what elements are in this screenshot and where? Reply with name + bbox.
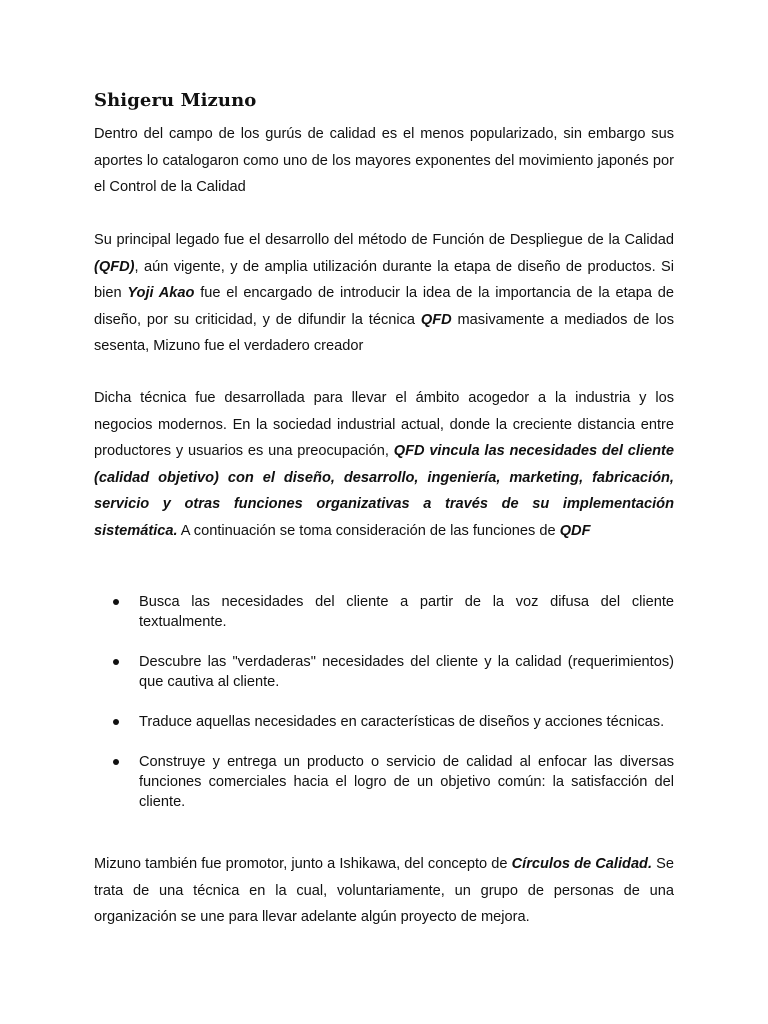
list-item xyxy=(112,712,674,732)
emphasis-yoji-akao: Yoji Akao xyxy=(127,285,195,301)
emphasis-qfd: QFD xyxy=(420,311,452,328)
bullet-icon xyxy=(113,659,119,665)
document-title: Shigeru Mizuno xyxy=(94,90,257,111)
paragraph-text: Dicha técnica fue desarrollada para llevar el ámbito acogedor a la industria y los negocios modernos. En la sociedad industrial actual, donde la creciente distancia entre productores y usuarios es una preocupación, xyxy=(94,390,674,459)
emphasis-circulos-de-calidad: Círculos de Calidad. xyxy=(511,856,653,872)
paragraph-intro: Dentro del campo de los gurús de calidad es el menos popularizado, sin embargo sus aportes lo catalogaron como uno de los mayores exponentes del movimiento japonés por el Control de la Calidad xyxy=(94,126,674,195)
emphasis-qdf: QDF xyxy=(559,522,591,539)
paragraph-text: , aún vigente, y de amplia utilización durante la etapa de diseño de productos. Si bien xyxy=(94,258,674,301)
emphasis-qfd-definition: QFD vincula las necesidades del cliente (calidad objetivo) con el diseño, desarrollo, ingeniería, marketing, fabricación, servicio y otras funciones organizativas a través de su implementación sistemática. xyxy=(94,443,674,539)
paragraph-quality-circles xyxy=(94,851,674,931)
bullet-icon xyxy=(113,759,119,765)
paragraph-qfd-legacy xyxy=(94,227,674,360)
paragraph-text: Su principal legado fue el desarrollo del método de Función de Despliegue de la Calidad xyxy=(94,232,674,248)
list-item xyxy=(112,752,674,812)
list-item xyxy=(112,652,674,692)
bullet-icon xyxy=(113,599,119,605)
paragraph-text: A continuación se toma consideración de las funciones de xyxy=(177,522,560,539)
qdf-functions-list xyxy=(112,592,674,832)
list-item-text: Construye y entrega un producto o servicio de calidad al enfocar las diversas funciones comerciales hacia el logro de un objetivo común: la satisfacción del cliente. xyxy=(139,754,674,810)
list-item xyxy=(112,592,674,632)
paragraph-text: Mizuno también fue promotor, junto a Ishikawa, del concepto de xyxy=(94,856,512,872)
paragraph-text: fue el encargado de introducir la idea de la importancia de la etapa de diseño, por su criticidad, y de difundir la técnica xyxy=(94,285,674,328)
emphasis-qfd: (QFD) xyxy=(94,258,135,275)
list-item-text: Busca las necesidades del cliente a partir de la voz difusa del cliente textualmente. xyxy=(139,594,674,630)
paragraph-qfd-technique xyxy=(94,385,674,544)
list-item-text: Descubre las "verdaderas" necesidades del cliente y la calidad (requerimientos) que cautiva al cliente. xyxy=(139,654,674,690)
paragraph-text: Se trata de una técnica en la cual, voluntariamente, un grupo de personas de una organización se une para llevar adelante algún proyecto de mejora. xyxy=(94,856,674,925)
paragraph-text: masivamente a mediados de los sesenta, Mizuno fue el verdadero creador xyxy=(94,311,674,354)
bullet-icon xyxy=(113,719,119,725)
list-item-text: Traduce aquellas necesidades en características de diseños y acciones técnicas. xyxy=(139,714,665,730)
